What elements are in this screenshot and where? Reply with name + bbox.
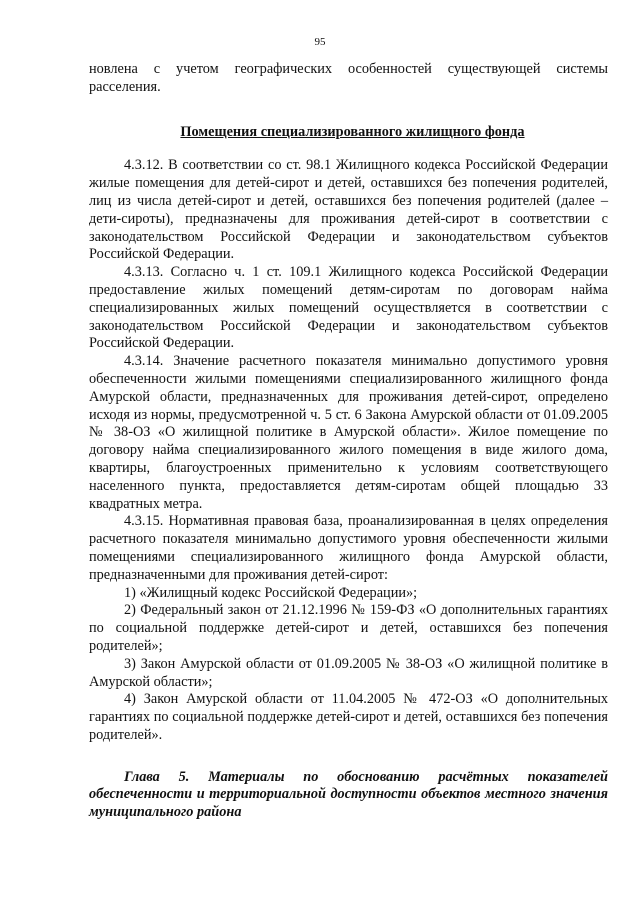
paragraph-4-3-13: 4.3.13. Согласно ч. 1 ст. 109.1 Жилищного кодекса Российской Федерации предоставление жилых помещений детям-сиротам по договорам найма специализированных жилых помещений осуществляется в соответствии с законодательством Российской Федерации и законодательством субъектов Российской Федерации. bbox=[89, 264, 608, 352]
chapter-heading: Глава 5. Материалы по обоснованию расчётных показателей обеспеченности и территориальной доступности объектов местного значения муниципального района bbox=[89, 768, 608, 821]
document-body bbox=[89, 61, 608, 822]
page-number: 95 bbox=[314, 36, 326, 48]
list-item: 2) Федеральный закон от 21.12.1996 № 159-ФЗ «О дополнительных гарантиях по социальной поддержке детей-сирот и детей, оставшихся без попечения родителей»; bbox=[89, 602, 608, 654]
list-item: 4) Закон Амурской области от 11.04.2005 № 472-ОЗ «О дополнительных гарантиях по социальной поддержке детей-сирот и детей, оставшихся без попечения родителей». bbox=[89, 691, 608, 743]
intro-paragraph: новлена с учетом географических особенностей существующей системы расселения. bbox=[89, 61, 608, 95]
paragraph-4-3-12: 4.3.12. В соответствии со ст. 98.1 Жилищного кодекса Российской Федерации жилые помещения для детей-сирот и детей, оставшихся без попечения родителей, лиц из числа детей-сирот и детей, оставшихся без попечения родителей (далее – дети-сироты), предназначены для проживания детей-сирот в соответствии с законодательством Российской Федерации и законодательством субъектов Российской Федерации. bbox=[89, 157, 608, 263]
paragraph-4-3-15: 4.3.15. Нормативная правовая база, проанализированная в целях определения расчетного показателя минимально допустимого уровня обеспеченности жилыми помещениями специализированного жилищного фонда Амурской области, предназначенными для проживания детей-сирот: bbox=[89, 513, 608, 583]
list-item: 1) «Жилищный кодекс Российской Федерации»; bbox=[124, 584, 418, 601]
list-item: 3) Закон Амурской области от 01.09.2005 № 38-ОЗ «О жилищной политике в Амурской области»; bbox=[89, 655, 608, 690]
paragraph-4-3-14: 4.3.14. Значение расчетного показателя минимально допустимого уровня обеспеченности жилыми помещениями специализированного жилищного фонда Амурской области, предназначенных для проживания детей-сирот, определено исходя из нормы, предусмотренной ч. 5 ст. 6 Закона Амурской области от 01.09.2005 № 38-ОЗ «О жилищной политике в Амурской области». Жилое помещение по договору найма специализированного жилого помещения в виде жилого дома, квартиры, благоустроенных применительно к условиям соответствующего населенного пункта, предоставляется детям-сиротам общей площадью 33 квадратных метра. bbox=[89, 353, 608, 512]
section-heading: Помещения специализированного жилищного фонда bbox=[180, 123, 525, 140]
